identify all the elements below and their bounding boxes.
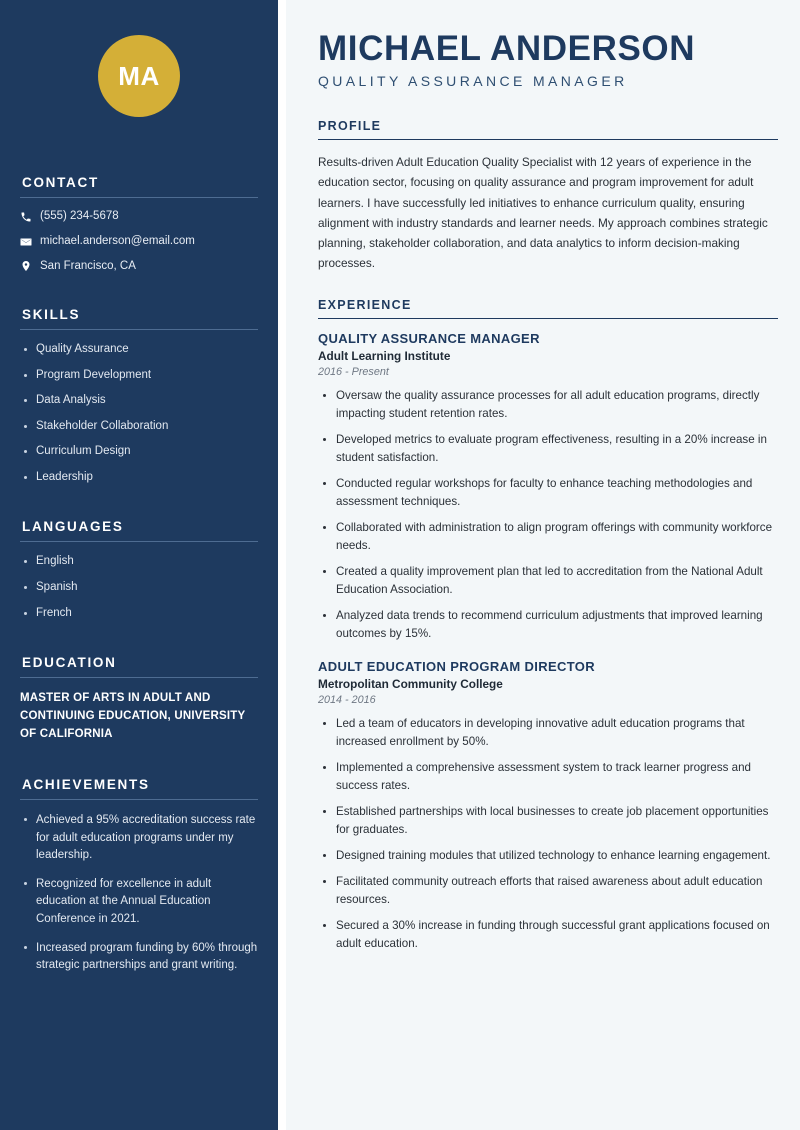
list-item: Led a team of educators in developing innovative adult education programs that increased enrollment by 50%. [318,715,778,751]
education-degree: MASTER OF ARTS IN ADULT AND CONTINUING EDUCATION, UNIVERSITY OF CALIFORNIA [20,692,246,740]
list-item: Oversaw the quality assurance processes for all adult education programs, directly impacting student retention rates. [318,387,778,423]
skills-list [20,342,258,485]
list-item: Conducted regular workshops for faculty to enhance teaching methodologies and assessment techniques. [318,475,778,511]
experience-company: Metropolitan Community College [318,676,503,691]
list-item: English [20,554,258,570]
contact-heading: CONTACT [22,175,99,190]
experience-job-title: ADULT EDUCATION PROGRAM DIRECTOR [318,658,595,674]
experience-heading: EXPERIENCE [318,297,412,312]
contact-section [20,175,258,273]
list-item: Recognized for excellence in adult education at the Annual Education Conference in 2021. [20,876,258,928]
achievements-list [20,812,258,974]
list-item: Facilitated community outreach efforts that raised awareness about adult education resources. [318,873,778,909]
experience-entry [318,331,778,643]
education-section [20,655,258,743]
avatar-container [20,0,258,127]
profile-heading: PROFILE [318,118,382,133]
contact-location[interactable] [20,260,258,274]
languages-section [20,519,258,621]
achievements-divider [20,799,258,800]
list-item: Created a quality improvement plan that led to accreditation from the National Adult Education Association. [318,563,778,599]
contact-location-text: San Francisco, CA [40,259,136,272]
profile-text: Results-driven Adult Education Quality Specialist with 12 years of experience in the education sector, focusing on quality assurance and program improvement for adult learners. I have successfully led initiatives to enhance curriculum quality, ensuring alignment with industry standards and learner needs. My approach combines strategic planning, stakeholder collaboration, and data analytics to inform decision-making processes. [318,155,768,271]
languages-divider [20,541,258,542]
skills-section [20,307,258,485]
profile-section [318,119,778,274]
location-pin-icon [20,260,40,272]
contact-list [20,210,258,273]
list-item: Increased program funding by 60% through strategic partnerships and grant writing. [20,940,258,975]
avatar: MA [98,35,180,117]
list-item: Designed training modules that utilized technology to enhance learning engagement. [318,847,778,865]
phone-icon [20,211,40,223]
list-item: Stakeholder Collaboration [20,419,258,435]
experience-bullets [318,715,778,953]
job-subtitle: QUALITY ASSURANCE MANAGER [318,72,628,89]
list-item: Implemented a comprehensive assessment system to track learner progress and success rates. [318,759,778,795]
list-item: Achieved a 95% accreditation success rate for adult education programs under my leadership. [20,812,258,864]
list-item: Spanish [20,580,258,596]
list-item: Data Analysis [20,393,258,409]
list-item: Quality Assurance [20,342,258,358]
list-item: French [20,606,258,622]
skills-heading: SKILLS [22,307,81,323]
experience-entry [318,659,778,953]
list-item: Analyzed data trends to recommend curriculum adjustments that improved learning outcomes by 15%. [318,607,778,643]
experience-divider [318,318,778,320]
achievements-heading: ACHIEVEMENTS [22,777,150,793]
contact-phone[interactable] [20,210,258,224]
languages-list [20,554,258,621]
achievements-section [20,777,258,974]
experience-dates: 2014 - 2016 [318,693,376,706]
contact-divider [20,197,258,198]
experience-dates: 2016 - Present [318,366,389,379]
experience-company: Adult Learning Institute [318,349,451,364]
sidebar [0,0,278,1130]
experience-bullets [318,387,778,643]
experience-job-title: QUALITY ASSURANCE MANAGER [318,331,540,347]
list-item: Curriculum Design [20,444,258,460]
list-item: Secured a 30% increase in funding through successful grant applications focused on adult education. [318,917,778,953]
experience-section [318,298,778,953]
list-item: Leadership [20,470,258,486]
list-item: Established partnerships with local businesses to create job placement opportunities for graduates. [318,803,778,839]
list-item: Program Development [20,368,258,384]
contact-email[interactable] [20,235,258,249]
main-content [286,0,800,1130]
list-item: Developed metrics to evaluate program effectiveness, resulting in a 20% increase in student satisfaction. [318,431,778,467]
contact-email-text: michael.anderson@email.com [40,234,195,247]
languages-heading: LANGUAGES [22,519,124,535]
profile-divider [318,139,778,141]
envelope-icon [20,236,40,248]
education-heading: EDUCATION [22,655,117,671]
skills-divider [20,329,258,330]
page-title: MICHAEL ANDERSON [318,29,696,68]
list-item: Collaborated with administration to align program offerings with community workforce needs. [318,519,778,555]
contact-phone-text: (555) 234-5678 [40,210,119,222]
education-divider [20,677,258,678]
